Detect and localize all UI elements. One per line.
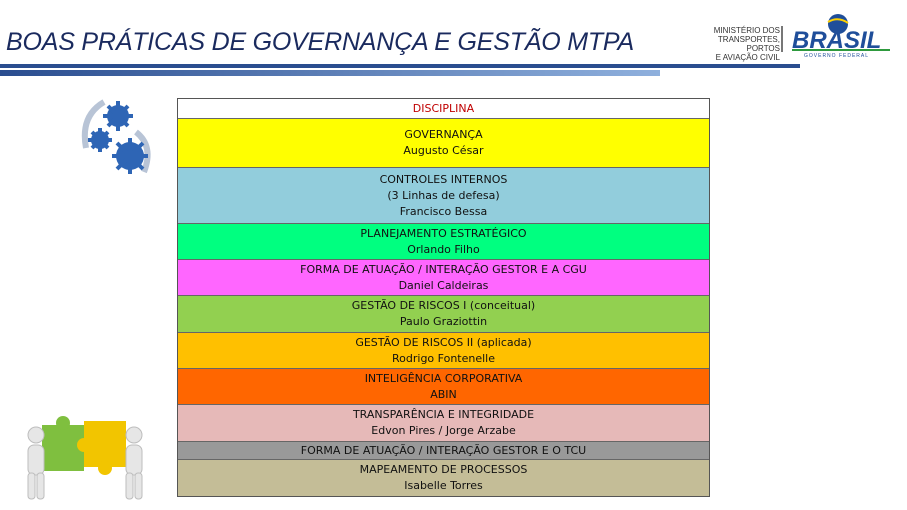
discipline-detail: Edvon Pires / Jorge Arzabe — [371, 424, 516, 437]
logo-subtext: GOVERNO FEDERAL — [804, 53, 870, 58]
table-row — [178, 260, 709, 296]
table-header — [178, 99, 709, 119]
discipline-name: GESTÃO DE RISCOS II (aplicada) — [355, 335, 532, 349]
table-row — [178, 296, 709, 333]
discipline-name: FORMA DE ATUAÇÃO / INTERAÇÃO GESTOR E O TCU — [300, 443, 587, 457]
discipline-detail: Paulo Graziottin — [399, 315, 488, 328]
discipline-detail: Rodrigo Fontenelle — [392, 351, 495, 365]
table-row — [178, 405, 709, 442]
table-row — [178, 224, 709, 260]
ministry-divider — [781, 26, 783, 52]
discipline-detail: ABIN — [430, 387, 457, 401]
title-gradient-bar — [0, 70, 660, 76]
table-row — [178, 460, 709, 496]
discipline-detail: Orlando Filho — [407, 242, 480, 256]
page-title: BOAS PRÁTICAS DE GOVERNANÇA E GESTÃO MTPA — [6, 28, 635, 56]
discipline-name: PLANEJAMENTO ESTRATÉGICO — [360, 226, 527, 240]
discipline-name: FORMA DE ATUAÇÃO / INTERAÇÃO GESTOR E A CGU — [300, 262, 587, 276]
discipline-name: CONTROLES INTERNOS — [379, 172, 508, 186]
table-row — [178, 119, 709, 168]
table-row — [178, 333, 709, 369]
table-row — [178, 168, 709, 224]
ministry-line: TRANSPORTES, PORTOS — [717, 35, 780, 53]
discipline-name: MAPEAMENTO DE PROCESSOS — [359, 463, 528, 476]
discipline-name: GOVERNANÇA — [404, 128, 483, 141]
title-underline — [0, 64, 800, 68]
puzzle-people-icon — [20, 405, 150, 505]
table-row — [178, 442, 709, 460]
discipline-detail: Isabelle Torres — [404, 479, 483, 492]
ministry-logo-text — [700, 26, 780, 62]
discipline-name: INTELIGÊNCIA CORPORATIVA — [364, 371, 523, 385]
discipline-name: GESTÃO DE RISCOS I (conceitual) — [351, 299, 536, 312]
discipline-detail: (3 Linhas de defesa) — [387, 188, 500, 202]
ministry-line: MINISTÉRIO DOS — [713, 26, 780, 35]
discipline-table — [177, 98, 710, 497]
discipline-detail: Daniel Caldeiras — [398, 278, 489, 292]
brasil-government-logo — [790, 10, 900, 58]
table-header-label: DISCIPLINA — [412, 101, 475, 115]
ministry-line: E AVIAÇÃO CIVIL — [715, 53, 780, 62]
gears-icon — [74, 96, 164, 186]
discipline-name: TRANSPARÊNCIA E INTEGRIDADE — [352, 408, 535, 421]
logo-wordmark: BRASIL — [792, 27, 882, 54]
table-row — [178, 369, 709, 405]
discipline-detail: Francisco Bessa — [399, 204, 488, 218]
discipline-detail: Augusto César — [403, 144, 484, 157]
